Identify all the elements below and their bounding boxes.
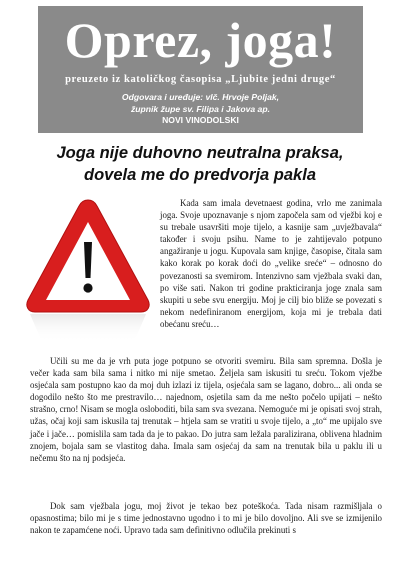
- credits-line-1: Odgovara i uređuje: vlč. Hrvoje Poljak,: [121, 92, 280, 102]
- banner-credits: [38, 92, 363, 127]
- sign-reflection: [30, 314, 146, 342]
- credits-line-3: NOVI VINODOLSKI: [162, 115, 239, 125]
- banner-title: Oprez, joga!: [64, 12, 337, 68]
- intro-paragraph: [160, 197, 382, 330]
- exclamation-dot: [83, 283, 92, 292]
- headline-line-1: Joga nije duhovno neutralna praksa,: [56, 144, 344, 162]
- intro-text: Kada sam imala devetnaest godina, vrlo me zanimala joga. Svoje upoznavanje s njom započela sam od vježbi koj e su trebale usavršiti moje tijelo, a kasnije sam „uvježbavala“ također i svoju psihu. Name to je zahtijevalo potpuno angažiranje u jogu. Kupovala sam knjige, časopise, čitala sam kako korak po korak doći do „velike sreće“ – odnosno do povezanosti sa svemirom. Intenzivno sam vježbala svaki dan, po više sati. Nakon tri godine prakticiranja joge znala sam skupiti u sebe svu energiju. Moj je cilj bio bliže se povezati s nekom nedefiniranom energijom, koja mi je trebala dati obećanu sreću…: [160, 198, 382, 329]
- warning-triangle-icon: [22, 196, 154, 346]
- banner-subtitle: preuzeto iz katoličkog časopisa „Ljubite jedni druge“: [65, 74, 336, 85]
- header-banner: [38, 6, 363, 133]
- paragraph-2-text: Učili su me da je vrh puta joge potpuno se otvoriti svemiru. Bila sam spremna. Došla je večer kada sam bila sama i nitko mi nije smetao. Željela sam iskusiti tu sreću. Tokom vježbe osjećala sam postupno kao da moj duh izlazi iz tijela, osjećala sam se lagano, dobro... ali onda se dogodilo nešto što me prestravilo… najednom, osjetila sam da me nešto počelo upijati – nešto strašno, crno! Nisam se mogla osloboditi, bila sam sva svezana. Nemoguće mi je opisati svoj strah, užas, očaj koji sam iskusila taj trenutak – htjela sam se vratiti u svoje tijelo, a „to“ me upijalo sve jače i jače… pomislila sam tada da je to pakao. Do jutra sam ležala paralizirana, oblivena hladnim znojem, bojala sam se vlastitog daha. Imala sam osjećaj da sam na trenutak bila u paklu ili u nečemu što na nj podsjeća.: [30, 356, 382, 463]
- credits-line-2: župnik župe sv. Filipa i Jakova ap.: [131, 103, 270, 114]
- body-paragraph-3: [30, 500, 382, 536]
- article-headline: [0, 142, 400, 186]
- paragraph-3-text: Dok sam vježbala jogu, moj život je tekao bez poteškoća. Tada nisam razmišljala o opasnostima; bilo mi je s time jednostavno ugodno i to mi je bilo dovoljno. Ali sve se izmijenilo nakon te zapamćene noći. Upravo tada sam definitivno odlučila prekinuti s: [30, 501, 382, 536]
- headline-line-2: dovela me do predvorja pakla: [84, 166, 316, 184]
- body-paragraph-2: [30, 355, 382, 464]
